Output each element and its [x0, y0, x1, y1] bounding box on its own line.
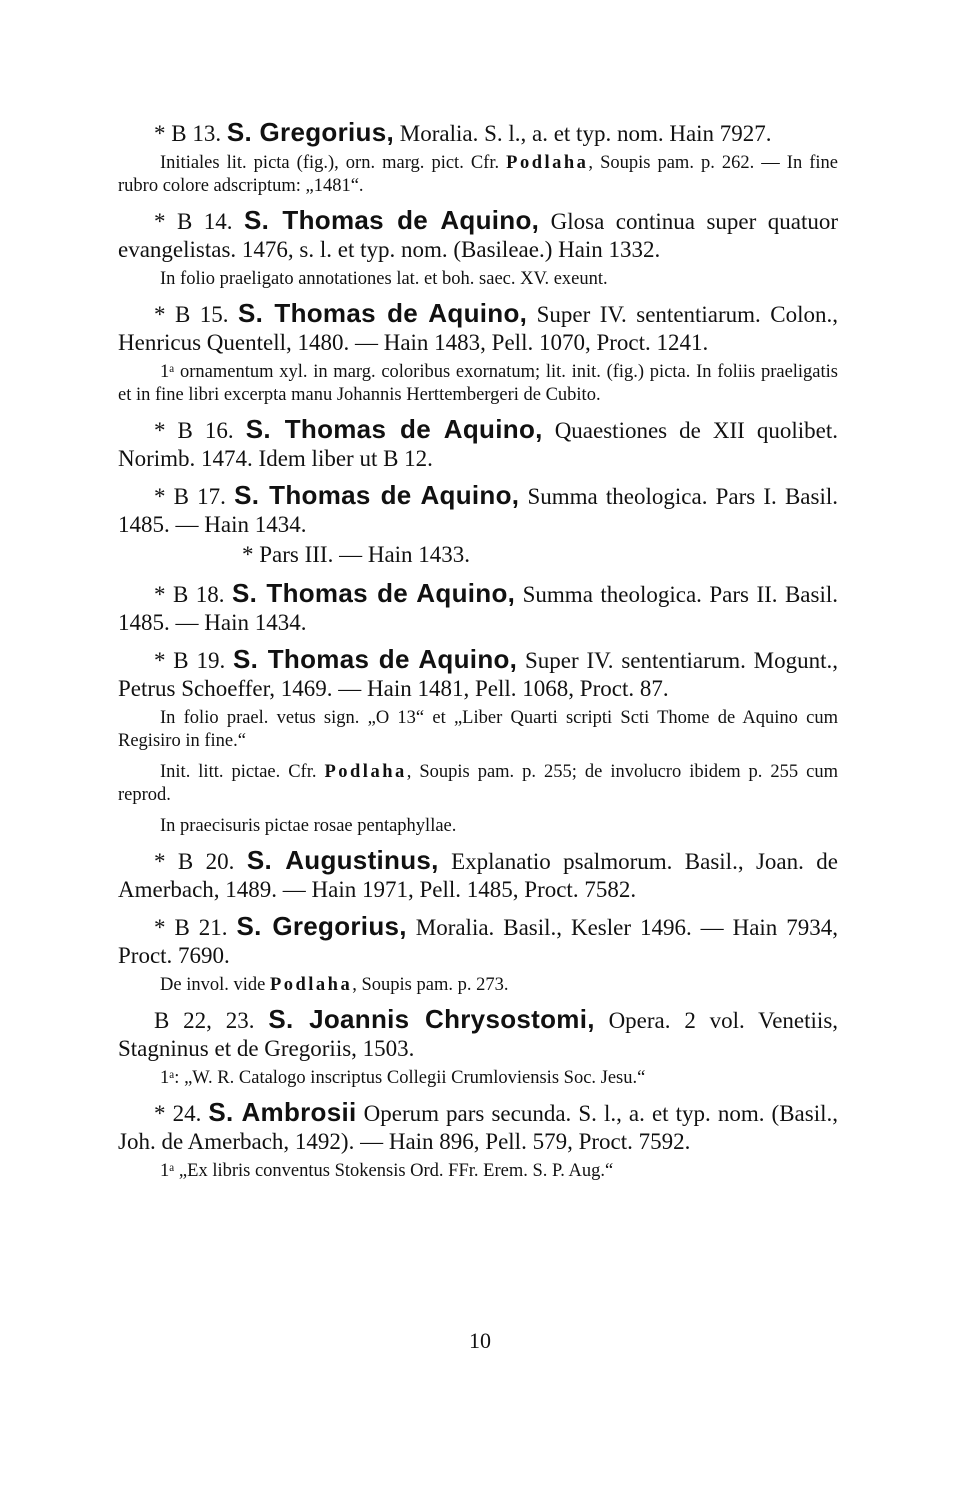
entry-note [118, 361, 838, 407]
note-text: Init. litt. pictae. Cfr. [160, 762, 325, 782]
note-text: In praecisuris pictae rosae pentaphyllae. [160, 816, 457, 836]
entry-note [118, 974, 838, 997]
entry-description: Glosa continua super quatuor evangelistas. 1476, s. l. et typ. nom. (Basileae.) Hain 1332. [118, 209, 838, 262]
entry-main-line [118, 846, 838, 904]
note-text: 1ᵃ „Ex libris conventus Stokensis Ord. FFr. Erem. S. P. Aug.“ [160, 1161, 614, 1181]
entry-author: S. Ambrosii [208, 1097, 357, 1127]
entry-author: S. Gregorius, [226, 117, 395, 147]
entry-author: S. Thomas de Aquino, [244, 205, 540, 235]
entry-marker: * B 21. [154, 915, 228, 940]
note-text: 1ᵃ: „W. R. Catalogo inscriptus Collegii Crumloviensis Soc. Jesu.“ [160, 1068, 646, 1088]
entry-description: Quaestiones de XII quolibet. Norimb. 1474. Idem liber ut B 12. [118, 418, 839, 471]
entry-note [118, 152, 838, 198]
entry-main-line [118, 912, 838, 970]
entry-note [118, 815, 838, 838]
catalog-entry-b14 [118, 206, 838, 291]
entry-author: S. Thomas de Aquino, [234, 480, 520, 510]
entry-description: Explanatio psalmorum. Basil., Joan. de Amerbach, 1489. — Hain 1971, Pell. 1485, Proct. 7582. [118, 849, 838, 902]
entry-main-line [118, 1005, 838, 1063]
entry-main-line [118, 299, 838, 357]
entry-marker: * B 20. [154, 849, 235, 874]
entry-main-line [118, 645, 838, 703]
entry-author: S. Gregorius, [236, 911, 407, 941]
entry-note [118, 761, 838, 807]
entry-description: Moralia. Basil., Kesler 1496. — Hain 7934, Proct. 7690. [118, 915, 838, 968]
entry-marker: * B 18. [154, 582, 225, 607]
entry-author: S. Augustinus, [246, 845, 439, 875]
entry-author: S. Thomas de Aquino, [233, 644, 518, 674]
catalog-entry-b16 [118, 415, 838, 473]
entry-author: S. Joannis Chrysostomi, [268, 1004, 595, 1034]
note-text: , Soupis pam. p. 273. [352, 975, 509, 995]
entry-marker: * B 16. [154, 418, 234, 443]
note-text: In folio prael. vetus sign. „O 13“ et „Liber Quarti scripti Scti Thome de Aquino cum Regisiro in fine.“ [118, 708, 838, 751]
entry-main-line [118, 1098, 838, 1156]
note-text: , Soupis pam. p. 262. — In fine rubro colore adscriptum: „1481“. [118, 153, 838, 196]
entry-marker: * B 19. [154, 648, 226, 673]
entry-main-line [118, 415, 838, 473]
entry-note [118, 1067, 838, 1090]
entry-marker: * B 17. [154, 484, 226, 509]
entry-marker: B 22, 23. [154, 1008, 255, 1033]
entry-note [118, 707, 838, 753]
entry-description: Operum pars secunda. S. l., a. et typ. nom. (Basil., Joh. de Amerbach, 1492). — Hain 896, Pell. 579, Proct. 7592. [118, 1101, 839, 1154]
entry-marker: * 24. [154, 1101, 202, 1126]
catalog-entry-b20 [118, 846, 838, 904]
entry-sub-line: * Pars III. — Hain 1433. [242, 542, 471, 567]
catalog-entry-b17 [118, 481, 838, 569]
catalog-entry-b19 [118, 645, 838, 838]
entry-main-line [118, 481, 838, 539]
entry-note [118, 268, 838, 291]
catalog-entry-b22-23 [118, 1005, 838, 1090]
entry-marker: * B 14. [154, 209, 233, 234]
note-text: 1ᵃ ornamentum xyl. in marg. coloribus exornatum; lit. init. (fig.) picta. In foliis praeligatis et in fine libri excerpta manu Johannis Herttembergeri de Cubito. [118, 362, 838, 405]
note-reference-name: Podlaha [506, 153, 589, 173]
catalog-entry-b13 [118, 118, 838, 198]
entry-author: S. Thomas de Aquino, [237, 298, 528, 328]
catalog-entry-b18 [118, 579, 838, 637]
entry-marker: * B 13. [154, 121, 222, 146]
note-reference-name: Podlaha [269, 975, 353, 995]
entry-description: Opera. 2 vol. Venetiis, Stagninus et de Gregoriis, 1503. [118, 1008, 839, 1061]
entry-description: Summa theologica. Pars I. Basil. 1485. — Hain 1434. [118, 484, 838, 537]
entry-main-line [118, 206, 838, 264]
entry-marker: * B 15. [154, 302, 229, 327]
note-text: , Soupis pam. p. 255; de involucro ibidem p. 255 cum reprod. [118, 762, 838, 805]
entry-author: S. Thomas de Aquino, [231, 578, 516, 608]
note-text: Initiales lit. picta (fig.), orn. marg. pict. Cfr. [160, 153, 507, 173]
page-number: 10 [469, 1328, 491, 1353]
catalog-entry-24 [118, 1098, 838, 1183]
entry-description: Super IV. sententiarum. Colon., Henricus Quentell, 1480. — Hain 1483, Pell. 1070, Proct. 1241. [118, 302, 838, 355]
note-text: In folio praeligato annotationes lat. et boh. saec. XV. exeunt. [160, 269, 608, 289]
entry-note [118, 1160, 838, 1183]
note-text: De invol. vide [160, 975, 270, 995]
entry-description: Moralia. S. l., a. et typ. nom. Hain 7927. [394, 121, 772, 146]
entry-author: S. Thomas de Aquino, [245, 414, 543, 444]
entry-main-line [118, 579, 838, 637]
document-page [118, 118, 838, 1191]
catalog-entry-b21 [118, 912, 838, 997]
catalog-entry-b15 [118, 299, 838, 407]
entry-main-line [118, 118, 838, 148]
entry-description: Super IV. sententiarum. Mogunt., Petrus Schoeffer, 1469. — Hain 1481, Pell. 1068, Proct. 87. [118, 648, 839, 701]
note-reference-name: Podlaha [324, 762, 407, 782]
entry-description: Summa theologica. Pars II. Basil. 1485. — Hain 1434. [118, 582, 839, 635]
